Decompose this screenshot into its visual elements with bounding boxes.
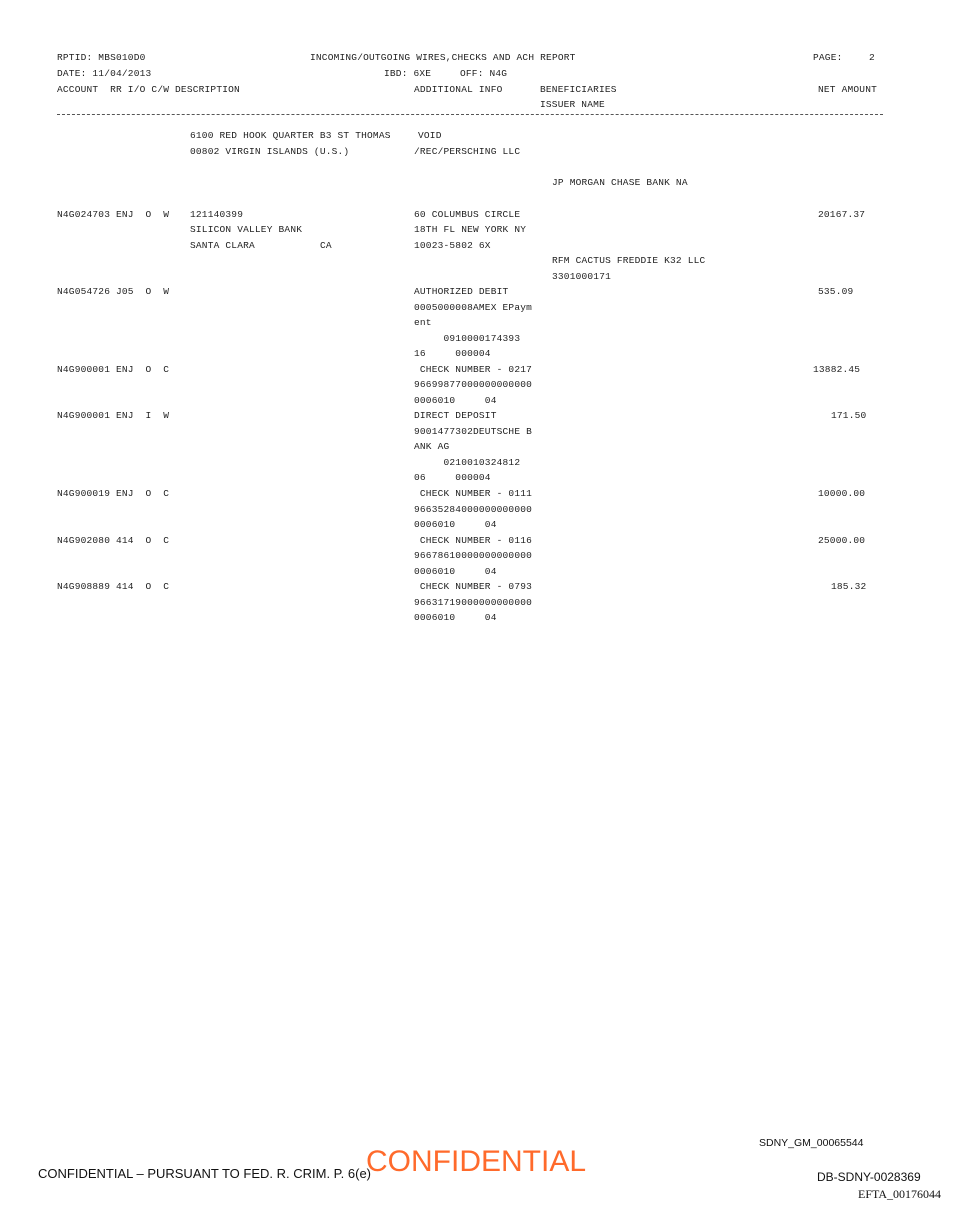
record-info-line: 9001477302DEUTSCHE B bbox=[414, 426, 533, 437]
record-info-line: 06 000004 bbox=[414, 472, 491, 483]
column-header-beneficiaries: BENEFICIARIES bbox=[540, 84, 617, 95]
top-description-line-1: 6100 RED HOOK QUARTER B3 ST THOMAS bbox=[190, 130, 391, 141]
record-account: N4G054726 J05 O W bbox=[57, 286, 170, 297]
record-info-line: CHECK NUMBER - 0111 bbox=[414, 488, 533, 499]
record-description: 121140399 bbox=[190, 209, 244, 220]
record-description-bank: SILICON VALLEY BANK bbox=[190, 224, 303, 235]
record-account: N4G900001 ENJ I W bbox=[57, 410, 170, 421]
record-info-line: ent bbox=[414, 317, 432, 328]
record-net-amount: 171.50 bbox=[831, 410, 867, 421]
report-id: RPTID: MBS010D0 bbox=[57, 52, 146, 63]
top-info-line-2: /REC/PERSCHING LLC bbox=[414, 146, 521, 157]
record-net-amount: 25000.00 bbox=[818, 535, 866, 546]
record-info-line: 0210010324812 bbox=[414, 457, 521, 468]
column-header-additional-info: ADDITIONAL INFO bbox=[414, 84, 503, 95]
record-account: N4G900001 ENJ O C bbox=[57, 364, 170, 375]
top-description-line-2: 00802 VIRGIN ISLANDS (U.S.) bbox=[190, 146, 350, 157]
record-info-line: AUTHORIZED DEBIT bbox=[414, 286, 509, 297]
record-net-amount: 535.09 bbox=[818, 286, 854, 297]
record-info-line: 0006010 04 bbox=[414, 612, 497, 623]
record-info-line: 16 000004 bbox=[414, 348, 491, 359]
header-divider bbox=[57, 114, 883, 115]
column-header-account: ACCOUNT RR I/O C/W DESCRIPTION bbox=[57, 84, 240, 95]
record-net-amount: 10000.00 bbox=[818, 488, 866, 499]
record-account: N4G024703 ENJ O W bbox=[57, 209, 170, 220]
db-bates-number: DB-SDNY-0028369 bbox=[817, 1170, 921, 1184]
record-info-line: ANK AG bbox=[414, 441, 450, 452]
column-header-net-amount: NET AMOUNT bbox=[818, 84, 878, 95]
sdny-bates-number: SDNY_GM_00065544 bbox=[759, 1137, 864, 1149]
record-info-line: 96635284000000000000 bbox=[414, 504, 533, 515]
record-info-line: 0910000174393 bbox=[414, 333, 521, 344]
record-beneficiary-account: 3301000171 bbox=[552, 271, 612, 282]
record-info-line: CHECK NUMBER - 0217 bbox=[414, 364, 533, 375]
report-date: DATE: 11/04/2013 bbox=[57, 68, 152, 79]
office-code: OFF: N4G bbox=[460, 68, 508, 79]
record-account: N4G902080 414 O C bbox=[57, 535, 170, 546]
record-description-state: CA bbox=[320, 240, 332, 251]
record-info-line: 96699877000000000000 bbox=[414, 379, 533, 390]
record-info-line: 96678610000000000000 bbox=[414, 550, 533, 561]
record-net-amount: 13882.45 bbox=[813, 364, 861, 375]
record-description-city: SANTA CLARA bbox=[190, 240, 255, 251]
report-title: INCOMING/OUTGOING WIRES,CHECKS AND ACH REPORT bbox=[310, 52, 576, 63]
record-info-line: 0006010 04 bbox=[414, 519, 497, 530]
record-info-line: 60 COLUMBUS CIRCLE bbox=[414, 209, 521, 220]
record-net-amount: 185.32 bbox=[831, 581, 867, 592]
efta-number: EFTA_00176044 bbox=[858, 1187, 942, 1201]
record-info-line: 10023-5802 6X bbox=[414, 240, 491, 251]
record-account: N4G900019 ENJ O C bbox=[57, 488, 170, 499]
ibd-code: IBD: 6XE bbox=[384, 68, 432, 79]
page-label: PAGE: bbox=[813, 52, 843, 63]
confidential-notice: CONFIDENTIAL – PURSUANT TO FED. R. CRIM. P. 6(e) bbox=[38, 1166, 372, 1181]
column-header-issuer-name: ISSUER NAME bbox=[540, 99, 605, 110]
record-info-line: CHECK NUMBER - 0793 bbox=[414, 581, 533, 592]
record-info-line: 0006010 04 bbox=[414, 566, 497, 577]
page-number: 2 bbox=[869, 52, 875, 63]
record-info-line: 18TH FL NEW YORK NY bbox=[414, 224, 527, 235]
record-info-line: 0005000008AMEX EPaym bbox=[414, 302, 533, 313]
top-beneficiary: JP MORGAN CHASE BANK NA bbox=[552, 177, 688, 188]
record-info-line: CHECK NUMBER - 0116 bbox=[414, 535, 533, 546]
top-info-line-1: VOID bbox=[418, 130, 442, 141]
record-account: N4G908889 414 O C bbox=[57, 581, 170, 592]
record-info-line: 96631719000000000000 bbox=[414, 597, 533, 608]
confidential-stamp: CONFIDENTIAL bbox=[366, 1145, 587, 1178]
record-beneficiary: RFM CACTUS FREDDIE K32 LLC bbox=[552, 255, 706, 266]
record-info-line: 0006010 04 bbox=[414, 395, 497, 406]
record-net-amount: 20167.37 bbox=[818, 209, 866, 220]
record-info-line: DIRECT DEPOSIT bbox=[414, 410, 497, 421]
